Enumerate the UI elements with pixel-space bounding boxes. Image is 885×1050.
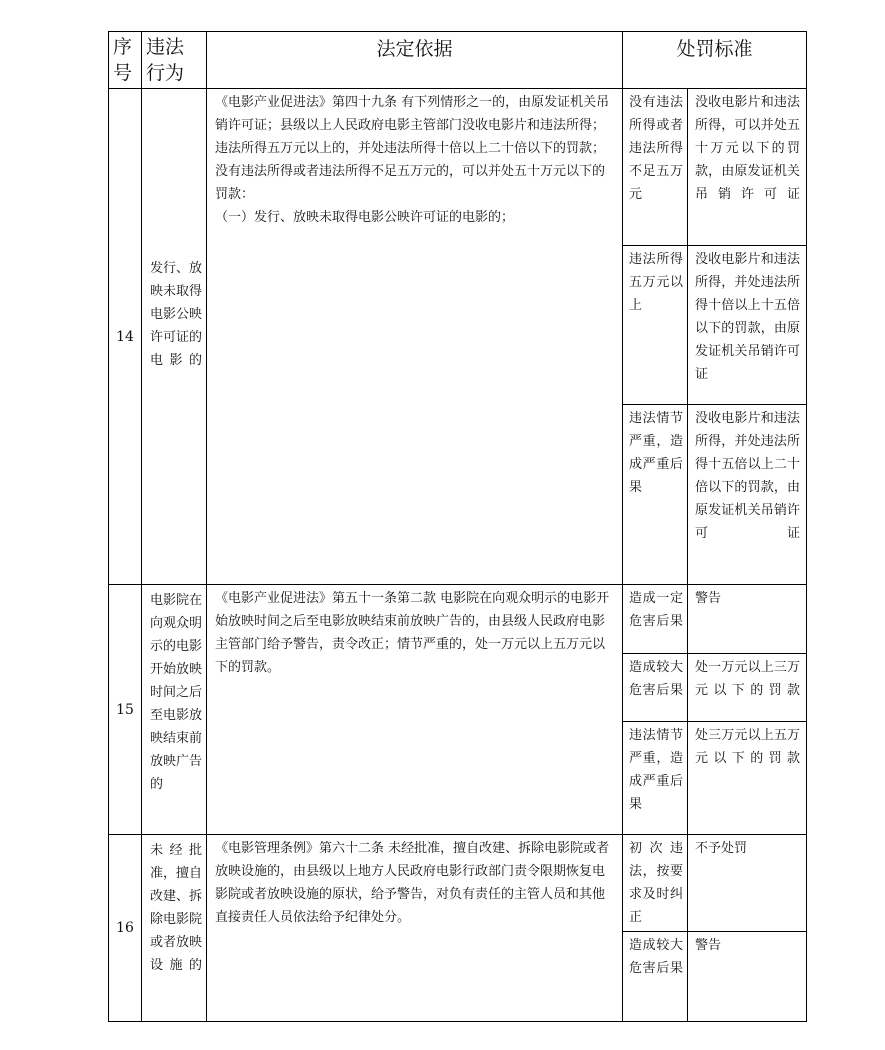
row-act: 电影院在向观众明示的电影开始放映时间之后至电影放映结束前放映广告的 bbox=[142, 585, 207, 835]
table-row bbox=[109, 835, 807, 932]
penalty-condition: 造成一定危害后果 bbox=[623, 585, 688, 654]
row-seq: 15 bbox=[109, 585, 142, 835]
header-act: 违法行为 bbox=[142, 32, 207, 89]
penalty-standard: 不予处罚 bbox=[688, 835, 807, 932]
row-basis: 《电影产业促进法》第四十九条 有下列情形之一的，由原发证机关吊销许可证；县级以上人民政府电影主管部门没收电影片和违法所得；违法所得五万元以上的，并处违法所得十倍以上二十倍以下的罚款；没有违法所得或者违法所得不足五万元的，可以并处五十万元以下的罚款： （一）发行、放映未取得电影公映许可证的电影的； bbox=[207, 89, 623, 585]
row-act: 发行、放映未取得电影公映许可证的电影的 bbox=[142, 89, 207, 585]
penalty-standard: 没收电影片和违法所得，并处违法所得十五倍以上二十倍以下的罚款，由原发证机关吊销许可证 bbox=[688, 405, 807, 585]
penalty-standard: 处三万元以上五万元以下的罚款 bbox=[688, 722, 807, 835]
penalty-standard: 处一万元以上三万元以下的罚款 bbox=[688, 654, 807, 722]
penalty-condition: 初次违法，按要求及时纠正 bbox=[623, 835, 688, 932]
row-seq: 16 bbox=[109, 835, 142, 1022]
penalty-condition: 违法情节严重，造成严重后果 bbox=[623, 722, 688, 835]
header-penalty: 处罚标准 bbox=[623, 32, 807, 89]
table-row bbox=[109, 89, 807, 246]
penalty-standard: 没收电影片和违法所得，并处违法所得十倍以上十五倍以下的罚款，由原发证机关吊销许可证 bbox=[688, 246, 807, 405]
penalty-condition: 违法情节严重，造成严重后果 bbox=[623, 405, 688, 585]
row-basis: 《电影管理条例》第六十二条 未经批准，擅自改建、拆除电影院或者放映设施的，由县级以上地方人民政府电影行政部门责令限期恢复电影院或者放映设施的原状，给予警告，对负有责任的主管人员和其他直接责任人员依法给予纪律处分。 bbox=[207, 835, 623, 1022]
table-header-row bbox=[109, 32, 807, 89]
table-row bbox=[109, 585, 807, 654]
header-seq: 序号 bbox=[109, 32, 142, 89]
penalty-standard: 警告 bbox=[688, 585, 807, 654]
penalty-standard: 没收电影片和违法所得，可以并处五十万元以下的罚款，由原发证机关吊销许可证 bbox=[688, 89, 807, 246]
row-act: 未经批准，擅自改建、拆除电影院或者放映设施的 bbox=[142, 835, 207, 1022]
penalty-standards-table bbox=[108, 31, 807, 1022]
row-seq: 14 bbox=[109, 89, 142, 585]
row-basis: 《电影产业促进法》第五十一条第二款 电影院在向观众明示的电影开始放映时间之后至电影放映结束前放映广告的，由县级人民政府电影主管部门给予警告，责令改正；情节严重的，处一万元以上五万元以下的罚款。 bbox=[207, 585, 623, 835]
penalty-condition: 造成较大危害后果 bbox=[623, 654, 688, 722]
penalty-standard: 警告 bbox=[688, 932, 807, 1022]
header-basis: 法定依据 bbox=[207, 32, 623, 89]
penalty-condition: 违法所得五万元以上 bbox=[623, 246, 688, 405]
penalty-condition: 造成较大危害后果 bbox=[623, 932, 688, 1022]
penalty-condition: 没有违法所得或者违法所得不足五万元 bbox=[623, 89, 688, 246]
